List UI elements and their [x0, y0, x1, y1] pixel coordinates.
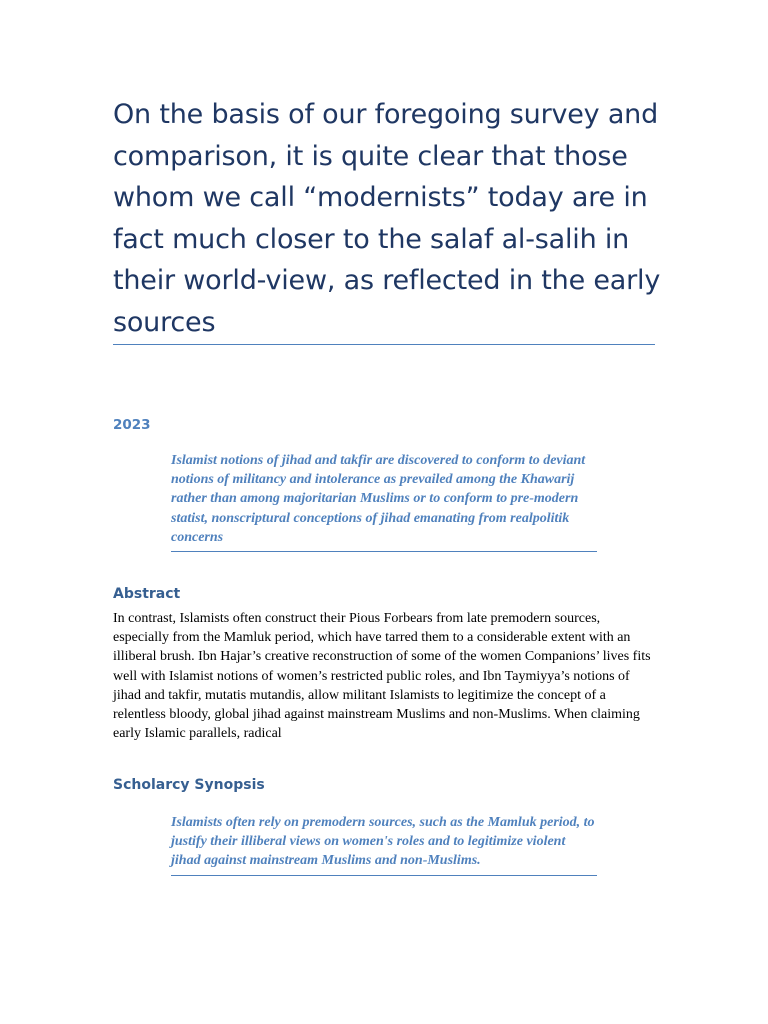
publication-year: 2023 [113, 417, 151, 433]
synopsis-heading: Scholarcy Synopsis [113, 777, 265, 793]
title-underline [113, 344, 655, 345]
synopsis-text: Islamists often rely on premodern sources, such as the Mamluk period, to justify their illiberal views on women's roles and to legitimize violent jihad against mainstream Muslims and non-Muslims. [171, 813, 597, 876]
document-title: On the basis of our foregoing survey and comparison, it is quite clear that those whom we call “modernists” today are in fact much closer to the salaf al-salih in their world-view, as reflected in the early sources [113, 99, 661, 338]
abstract-text: In contrast, Islamists often construct their Pious Forbears from late premodern sources, especially from the Mamluk period, which have tarred them to a considerable extent with an illiberal brush. Ibn Hajar’s creative reconstruction of some of the women Companions’ lives fits well with Islamist notions of women’s restricted public roles, and Ibn Taymiyya’s notions of jihad and takfir, mutatis mutandis, allow militant Islamists to legitimize the concept of a relentless bloody, global jihad against mainstream Muslims and non-Muslims. When claiming early Islamic parallels, radical [113, 611, 651, 742]
pull-quote: Islamist notions of jihad and takfir are discovered to conform to deviant notions of militancy and intolerance as prevailed among the Khawarij rather than among majoritarian Muslims or to conform to pre-modern statist, nonscriptural conceptions of jihad emanating from realpolitik concerns [171, 451, 597, 552]
abstract-heading: Abstract [113, 586, 181, 602]
